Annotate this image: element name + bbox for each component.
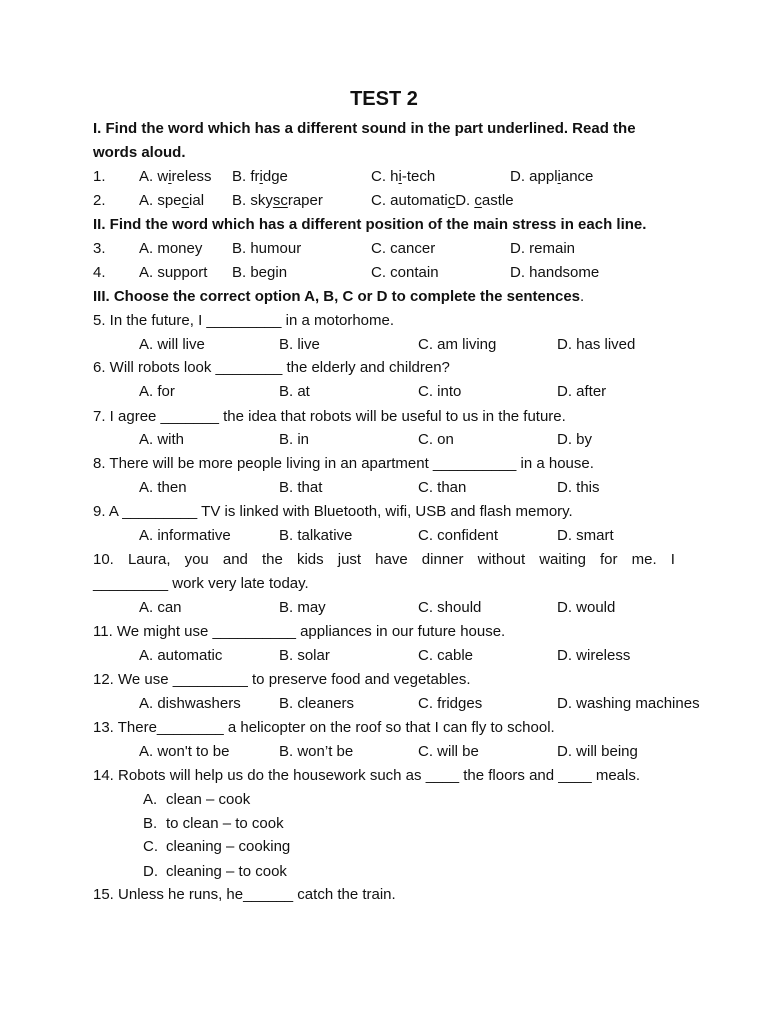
q12-option-a: A. dishwashers xyxy=(139,695,241,712)
q14-option-c-letter: C. xyxy=(143,838,158,855)
q8-option-a: A. then xyxy=(139,479,187,496)
q10-word: Laura, xyxy=(127,551,171,568)
q12-stem: 12. We use _________ to preserve food and vegetables. xyxy=(93,671,471,688)
q12-option-b: B. cleaners xyxy=(279,695,355,712)
q6-option-d: D. after xyxy=(557,383,607,400)
q10-option-c: C. should xyxy=(418,599,482,616)
q15-stem: 15. Unless he runs, he______ catch the train. xyxy=(93,886,396,903)
q10-word: you xyxy=(184,551,209,568)
section2-heading: II. Find the word which has a different position of the main stress in each line. xyxy=(93,216,647,233)
q1-option-b: B. fridge xyxy=(232,168,288,185)
q10-word: have xyxy=(375,551,408,568)
q4-option-d: D. handsome xyxy=(510,264,600,281)
q10-option-a: A. can xyxy=(139,599,182,616)
q2-option-a: A. special xyxy=(139,192,205,209)
q14-option-b-letter: B. xyxy=(143,815,158,832)
q1-number: 1. xyxy=(93,168,106,185)
q5-stem: 5. In the future, I _________ in a motorhome. xyxy=(93,312,395,329)
q4-option-a: A. support xyxy=(139,264,208,281)
q13-stem: 13. There________ a helicopter on the roof so that I can fly to school. xyxy=(93,719,555,736)
q13-option-d: D. will being xyxy=(557,743,638,760)
q11-option-d: D. wireless xyxy=(557,647,631,664)
q5-option-c: C. am living xyxy=(418,336,497,353)
q5-option-d: D. has lived xyxy=(557,336,636,353)
q10-word: without xyxy=(477,551,526,568)
q10-word: and xyxy=(222,551,248,568)
q8-option-b: B. that xyxy=(279,479,323,496)
q7-stem: 7. I agree _______ the idea that robots will be useful to us in the future. xyxy=(93,408,566,425)
q12-option-d: D. washing machines xyxy=(557,695,700,712)
q14-option-d-letter: D. xyxy=(143,863,158,880)
q11-option-a: A. automatic xyxy=(139,647,223,664)
q14-option-b-text: to clean – to cook xyxy=(166,815,284,832)
q13-option-b: B. won’t be xyxy=(279,743,354,760)
q7-option-d: D. by xyxy=(557,431,593,448)
q3-option-b: B. humour xyxy=(232,240,302,257)
q10-word: the xyxy=(262,551,283,568)
q8-option-c: C. than xyxy=(418,479,467,496)
q10-word: just xyxy=(337,551,362,568)
q2-option-c-and-d: C. automaticD. castle xyxy=(371,192,514,209)
q6-option-b: B. at xyxy=(279,383,310,400)
section1-heading-line1: I. Find the word which has a different sound in the part underlined. Read the xyxy=(93,120,636,137)
section1-heading-line2: words aloud. xyxy=(93,144,186,161)
q3-option-a: A. money xyxy=(139,240,203,257)
q6-option-c: C. into xyxy=(418,383,462,400)
q5-option-b: B. live xyxy=(279,336,320,353)
q13-option-a: A. won't to be xyxy=(139,743,230,760)
q2-option-b: B. skyscraper xyxy=(232,192,323,209)
q9-option-c: C. confident xyxy=(418,527,499,544)
q11-option-c: C. cable xyxy=(418,647,474,664)
q7-option-a: A. with xyxy=(139,431,185,448)
q3-option-c: C. cancer xyxy=(371,240,436,257)
q10-word: dinner xyxy=(421,551,464,568)
q9-option-a: A. informative xyxy=(139,527,231,544)
q10-word: waiting xyxy=(539,551,586,568)
q1-option-d: D. appliance xyxy=(510,168,594,185)
q8-option-d: D. this xyxy=(557,479,600,496)
q10-word: I xyxy=(670,551,675,568)
q6-stem: 6. Will robots look ________ the elderly and children? xyxy=(93,359,450,376)
q4-number: 4. xyxy=(93,264,106,281)
q9-stem: 9. A _________ TV is linked with Bluetooth, wifi, USB and flash memory. xyxy=(93,503,573,520)
q14-stem: 14. Robots will help us do the housework such as ____ the floors and ____ meals. xyxy=(93,767,641,784)
q14-option-d-text: cleaning – to cook xyxy=(166,863,287,880)
q13-option-c: C. will be xyxy=(418,743,479,760)
q10-stem-line2: _________ work very late today. xyxy=(93,575,309,592)
section3-heading: III. Choose the correct option A, B, C or D to complete the sentences. xyxy=(93,288,585,305)
q7-option-c: C. on xyxy=(418,431,454,448)
q10-word: 10. xyxy=(93,551,114,568)
q12-option-c: C. fridges xyxy=(418,695,483,712)
q2-number: 2. xyxy=(93,192,106,209)
q6-option-a: A. for xyxy=(139,383,175,400)
q1-option-c: C. hi-tech xyxy=(371,168,436,185)
q9-option-b: B. talkative xyxy=(279,527,353,544)
q5-option-a: A. will live xyxy=(139,336,205,353)
q10-word: for xyxy=(600,551,618,568)
q11-stem: 11. We might use __________ appliances in our future house. xyxy=(93,623,506,640)
q10-stem-line1 xyxy=(93,551,675,568)
q10-word: kids xyxy=(296,551,324,568)
q9-option-d: D. smart xyxy=(557,527,614,544)
q14-option-a-letter: A. xyxy=(143,791,158,808)
q10-option-d: D. would xyxy=(557,599,616,616)
q10-word: me. xyxy=(631,551,657,568)
q11-option-b: B. solar xyxy=(279,647,330,664)
q8-stem: 8. There will be more people living in an apartment __________ in a house. xyxy=(93,455,594,472)
page-title: TEST 2 xyxy=(350,88,418,110)
q14-option-c-text: cleaning – cooking xyxy=(166,838,291,855)
q7-option-b: B. in xyxy=(279,431,310,448)
q4-option-b: B. begin xyxy=(232,264,288,281)
q3-option-d: D. remain xyxy=(510,240,576,257)
q3-number: 3. xyxy=(93,240,106,257)
q1-option-a: A. wireless xyxy=(139,168,212,185)
q14-option-a-text: clean – cook xyxy=(166,791,251,808)
q10-option-b: B. may xyxy=(279,599,326,616)
q4-option-c: C. contain xyxy=(371,264,439,281)
